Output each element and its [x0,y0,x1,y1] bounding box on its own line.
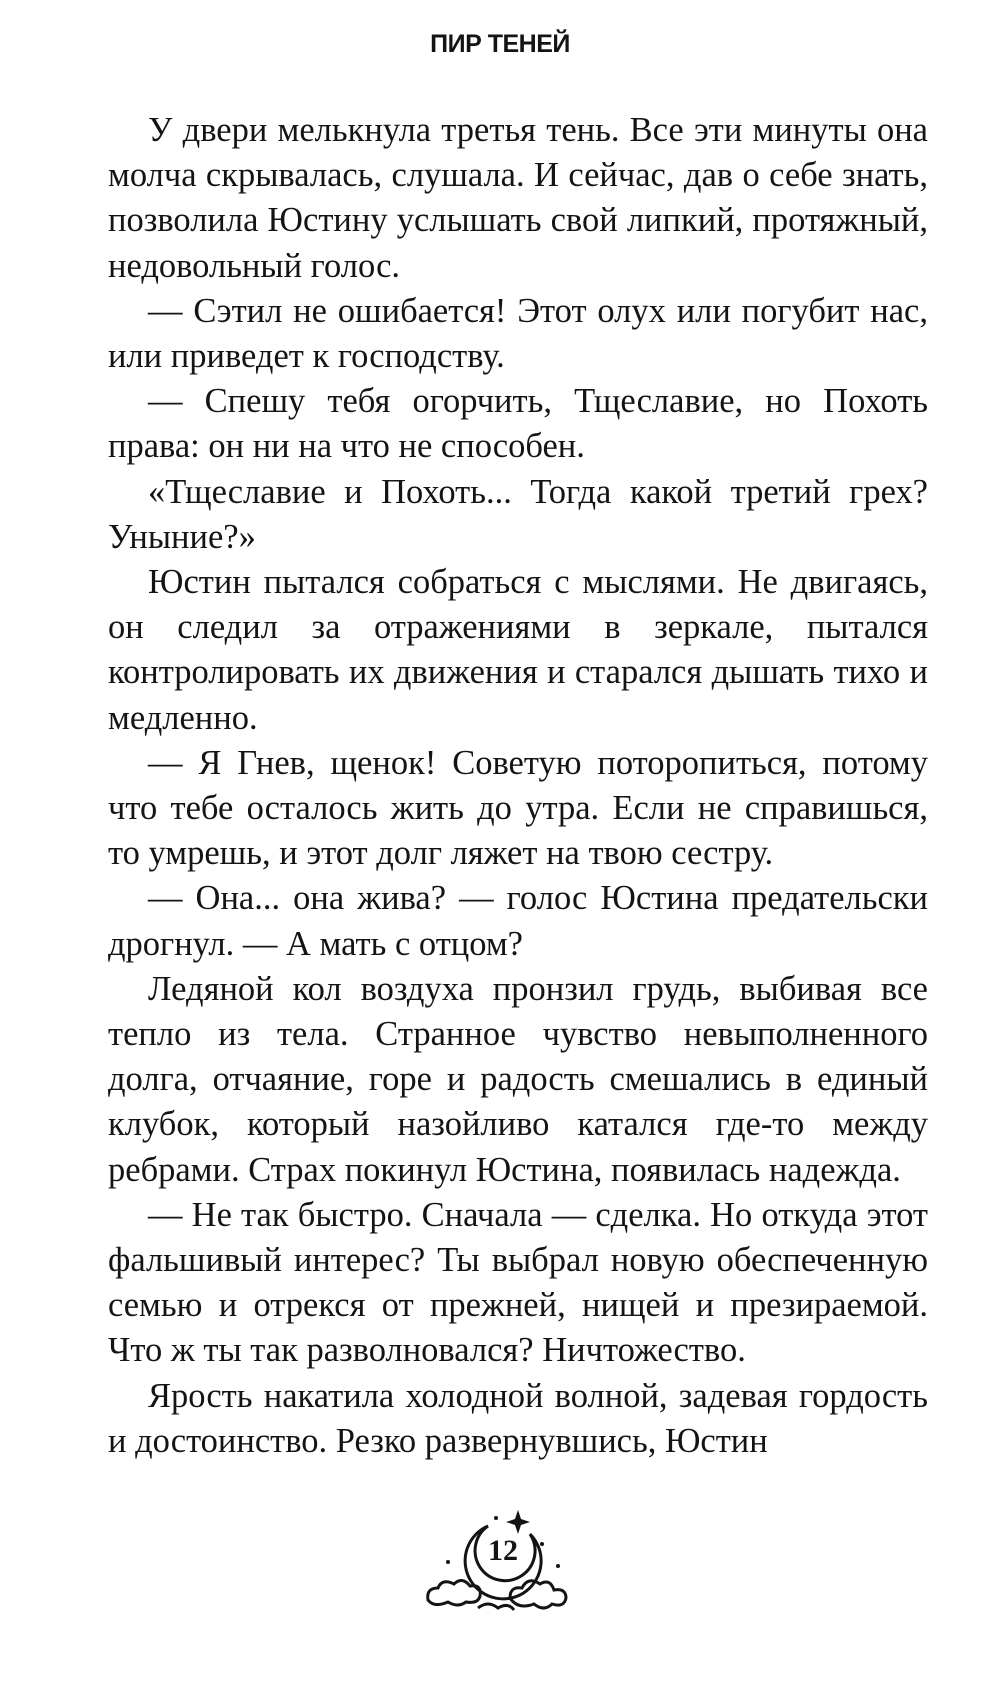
running-title: ПИР ТЕНЕЙ [430,30,570,58]
paragraph: — Сэтил не ошибается! Этот олух или погубит нас, или приведет к господству. [108,291,928,376]
paragraph: — Спешу тебя огорчить, Тщеславие, но Похоть права: он ни на что не способен. [108,382,928,466]
paragraph: Ярость накатила холодной волной, задевая гордость и достоинство. Резко развернувшись, Юстин [108,1376,928,1460]
page-number: 12 [488,1534,518,1567]
paragraph: Ледяной кол воздуха пронзил грудь, выбивая все тепло из тела. Странное чувство невыполненного долга, отчаяние, горе и радость смешались в единый клубок, который назойливо катался где-то между ребрами. Страх покинул Юстина, появилась надежда. [108,969,928,1189]
paragraph: «Тщеславие и Похоть... Тогда какой третий грех? Уныние?» [108,472,928,556]
page-number-ornament [418,1504,588,1624]
paragraph: — Она... она жива? — голос Юстина предательски дрогнул. — А мать с отцом? [108,879,928,963]
paragraph: — Я Гнев, щенок! Советую поторопиться, потому что тебе осталось жить до утра. Если не справишься, то умрешь, и этот долг ляжет на твою сестру. [108,743,928,873]
paragraph: Юстин пытался собраться с мыслями. Не двигаясь, он следил за отражениями в зеркале, пытался контролировать их движения и старался дышать тихо и медленно. [108,563,928,737]
page-body [108,108,928,1464]
paragraph: — Не так быстро. Сначала — сделка. Но откуда этот фальшивый интерес? Ты выбрал новую обеспеченную семью и отрекся от прежней, нищей и презираемой. Что ж ты так разволновался? Ничтожество. [108,1195,928,1370]
paragraph: У двери мелькнула третья тень. Все эти минуты она молча скрывалась, слушала. И сейчас, дав о себе знать, позволила Юстину услышать свой липкий, протяжный, недовольный голос. [108,111,928,285]
